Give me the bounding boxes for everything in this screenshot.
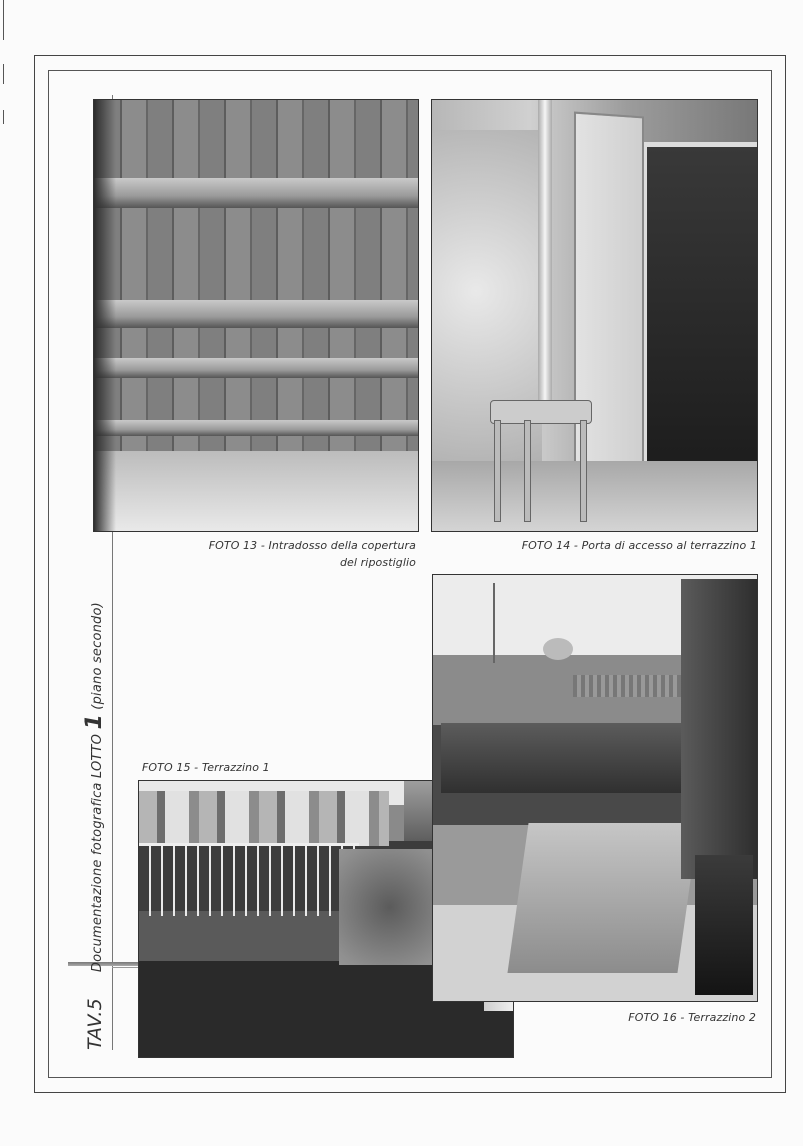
photo-13-caption-line2: del ripostiglio	[339, 556, 416, 569]
vertical-page-title	[82, 550, 107, 1050]
photo-14-door	[431, 99, 758, 532]
tav-label: TAV.5	[84, 998, 106, 1050]
photo-16-terrace-2	[432, 574, 758, 1002]
title-suffix: (piano secondo)	[90, 602, 105, 710]
photo-13-caption-line1: FOTO 13 - Intradosso della copertura	[208, 539, 416, 552]
scan-mark-top	[3, 0, 4, 40]
photo-15-caption: FOTO 15 - Terrazzino 1	[142, 761, 270, 774]
scan-mark-low	[3, 110, 4, 124]
scan-mark-mid	[3, 64, 4, 84]
photo-14-caption: FOTO 14 - Porta di accesso al terrazzino 1	[521, 539, 757, 552]
lot-number: 1	[82, 714, 107, 730]
title-text: Documentazione fotografica LOTTO	[90, 733, 105, 973]
photo-16-caption: FOTO 16 - Terrazzino 2	[628, 1011, 756, 1024]
photo-13-ceiling	[93, 99, 419, 532]
